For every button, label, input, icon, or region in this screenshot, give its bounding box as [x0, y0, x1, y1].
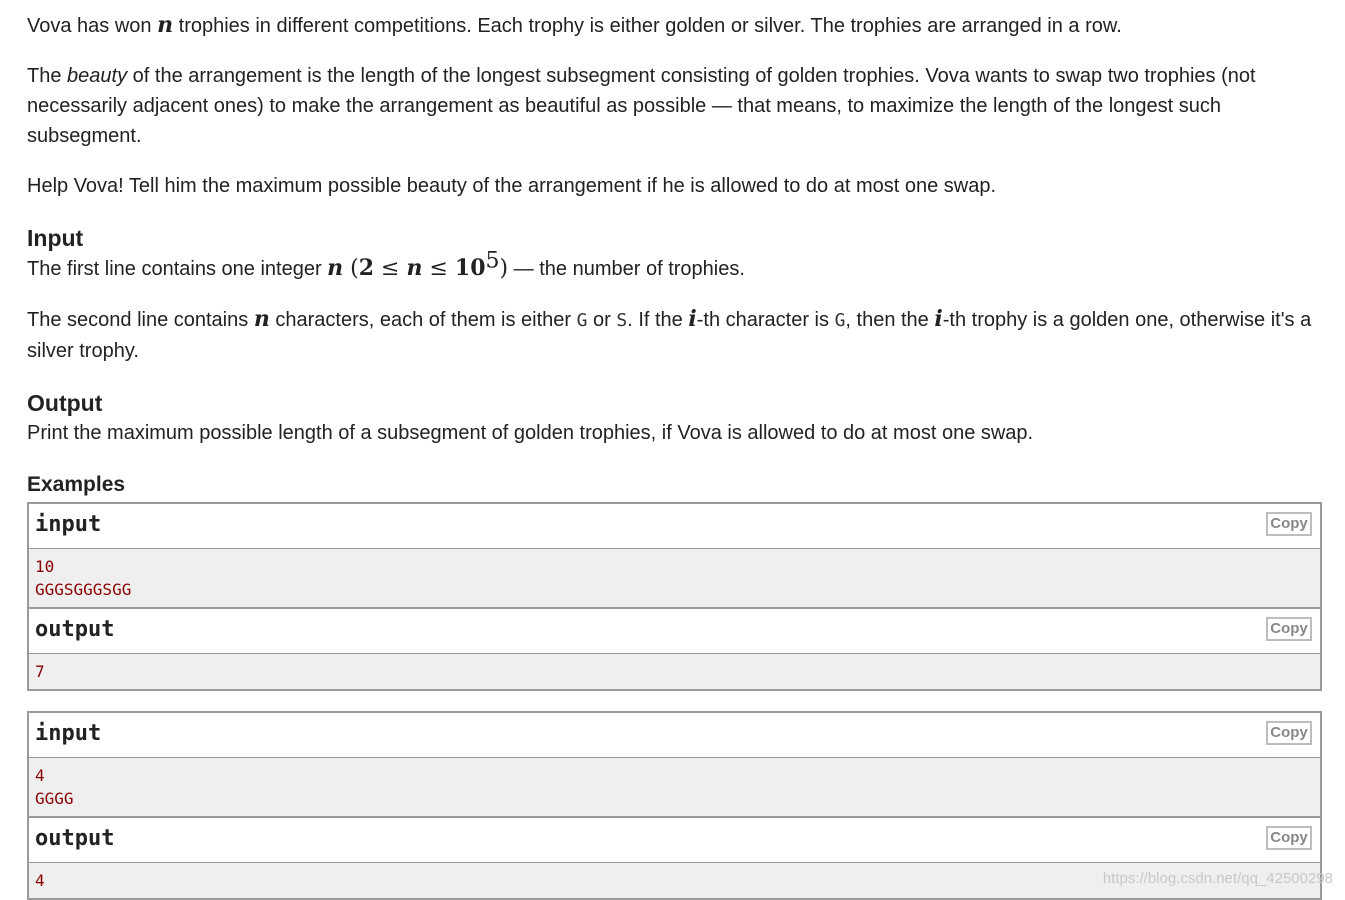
sample-line: GGGG	[35, 789, 74, 808]
example-output-header	[29, 609, 1320, 654]
example-output-header	[29, 818, 1320, 863]
copy-button[interactable]: Copy	[1266, 617, 1312, 641]
examples-title: Examples	[27, 473, 126, 496]
watermark: https://blog.csdn.net/qq_42500298	[1102, 870, 1333, 887]
example-input	[29, 758, 1320, 818]
example-block	[27, 502, 1322, 691]
sample-line: 4	[35, 766, 45, 785]
example-input-header	[29, 504, 1320, 549]
example-input	[29, 549, 1320, 609]
sample-line: 10	[35, 557, 55, 576]
example-input-header	[29, 713, 1320, 758]
sample-line: 4	[35, 871, 45, 890]
copy-button[interactable]: Copy	[1266, 721, 1312, 745]
variable-n: n	[157, 12, 174, 38]
copy-button[interactable]: Copy	[1266, 512, 1312, 536]
input-label: input	[35, 721, 102, 746]
statement-paragraph-2: The beauty of the arrangement is the length of the longest subsegment consisting of golden trophies. Vova wants to swap two trophies (not necessarily adjacent ones) to make the arrangement as beautiful as possible — that means, to maximize the length of the longest such subsegment.	[27, 65, 1256, 147]
input-line-1: The first line contains one integer n $(2 \le n \le 10^5)$ — the number of trophies.	[27, 248, 745, 281]
output-section-title: Output	[27, 390, 103, 416]
beauty-term: beauty	[67, 65, 128, 87]
input-label: input	[35, 512, 102, 537]
sample-line: GGGSGGGSGG	[35, 580, 132, 599]
output-label: output	[35, 826, 115, 851]
statement-paragraph-3: Help Vova! Tell him the maximum possible beauty of the arrangement if he is allowed to do at most one swap.	[27, 175, 997, 197]
output-label: output	[35, 617, 115, 642]
problem-statement	[27, 0, 1322, 900]
statement-paragraph-1: Vova has won n trophies in different competitions. Each trophy is either golden or silver. The trophies are arranged in a row.	[27, 12, 1122, 38]
input-section-title: Input	[27, 225, 84, 251]
copy-button[interactable]: Copy	[1266, 826, 1312, 850]
output-description: Print the maximum possible length of a subsegment of golden trophies, if Vova is allowed to do at most one swap.	[27, 422, 1034, 444]
sample-line: 7	[35, 662, 45, 681]
input-line-2: The second line contains n characters, each of them is either G or S. If the i-th character is G, then the i-th trophy is a golden one, otherwise it's a silver trophy.	[27, 306, 1312, 362]
example-output	[29, 654, 1320, 689]
